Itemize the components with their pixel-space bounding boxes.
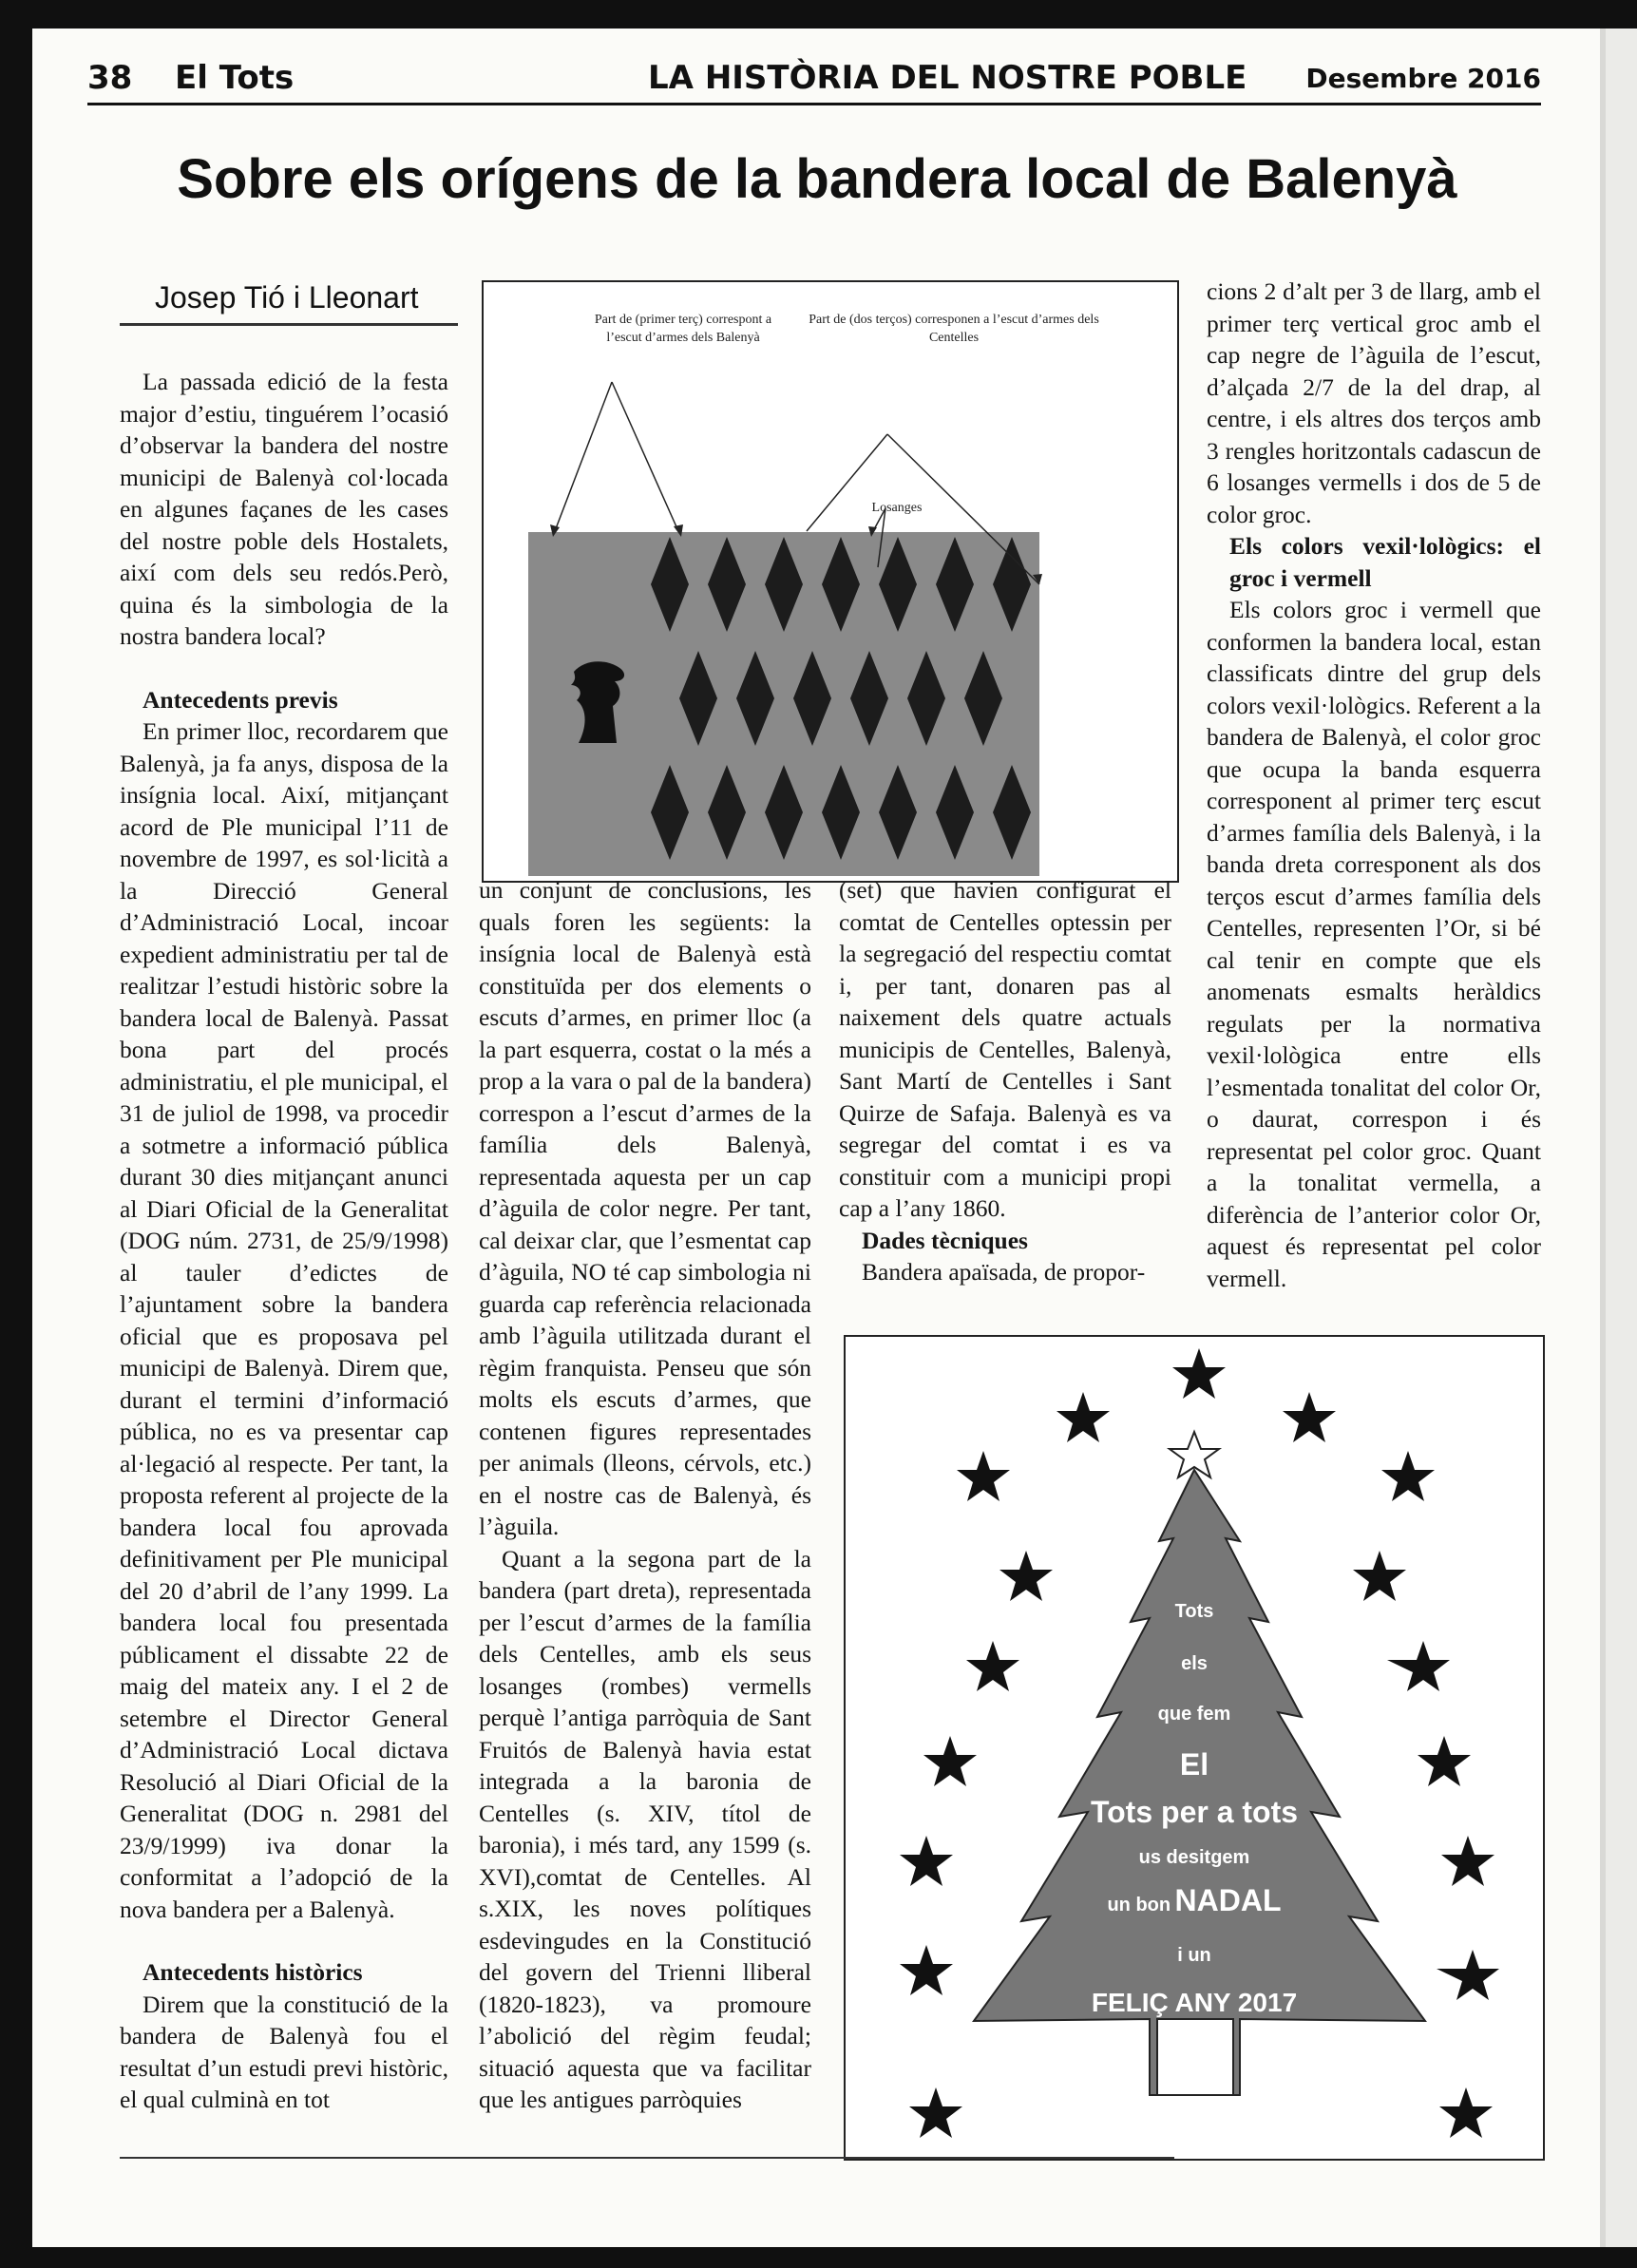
- text-column-2: [479, 874, 811, 2116]
- author-rule: [120, 323, 458, 326]
- bottom-rule: [120, 2157, 1174, 2159]
- text-column-3: [839, 874, 1171, 1288]
- greeting-un-bon: un bon: [1107, 1895, 1171, 1915]
- caption-left: Part de (primer terç) correspont a l’escut d’armes dels Balenyà: [594, 313, 772, 345]
- page-header: [87, 59, 1541, 103]
- heading-colors: Els colors vexil·lològics: el groc i vermell: [1229, 532, 1541, 592]
- greeting-line-7: [846, 1883, 1543, 1918]
- caption-right: Part de (dos terços) corresponen a l’escut d’armes dels Centelles: [809, 313, 1099, 345]
- star-icon: [1439, 2087, 1493, 2138]
- header-rule: [87, 103, 1541, 105]
- paragraph-col4-1: cions 2 d’alt per 3 de llarg, amb el primer terç vertical groc amb el cap negre de l’àguila de l’escut, d’alçada 2/7 de la del drap, al centre, i els altres dos terços amb 3 rengles horitzontals cadascun de 6 losanges vermells i dos de 5 de color groc.: [1207, 277, 1541, 528]
- paragraph-intro: La passada edició de la festa major d’estiu, tinguérem l’ocasió d’observar la bandera del nostre municipi de Balenyà col·locada en algunes façanes de les cases del nostre poble dels Hostalets, així com dels seu redós.Però, quina és la simbologia de la nostra bandera local?: [120, 368, 448, 650]
- greeting-nadal: NADAL: [1174, 1883, 1282, 1917]
- greeting-line-6: us desitgem: [1138, 1847, 1250, 1868]
- star-icon: [999, 1551, 1053, 1601]
- tree-trunk: [1157, 2019, 1233, 2095]
- heading-antecedents-historics: Antecedents històrics: [143, 1958, 363, 1986]
- issue-date: Desembre 2016: [1305, 63, 1541, 94]
- section-title: LA HISTÒRIA DEL NOSTRE POBLE: [648, 59, 1247, 97]
- greeting-line-3: que fem: [1157, 1704, 1231, 1725]
- star-icon: [1381, 1451, 1435, 1501]
- article-title: Sobre els orígens de la bandera local de Balenyà: [177, 148, 1457, 210]
- greeting-line-4: El: [1179, 1747, 1209, 1782]
- heading-dades-tecniques: Dades tècniques: [862, 1226, 1028, 1254]
- star-icon: [1353, 1551, 1406, 1601]
- heading-antecedents-previs: Antecedents previs: [143, 685, 338, 714]
- flag-diagram: [484, 282, 1177, 881]
- star-icon: [957, 1451, 1010, 1501]
- text-column-1: [120, 366, 448, 2116]
- christmas-greeting-box: [844, 1335, 1545, 2161]
- greeting-line-1: Tots: [1174, 1601, 1214, 1622]
- greeting-line-8: i un: [1177, 1945, 1211, 1966]
- star-icon: [1172, 1348, 1226, 1399]
- text-column-4: [1207, 276, 1541, 1294]
- page-number: 38: [87, 59, 133, 97]
- article-author: Josep Tió i Lleonart: [155, 280, 419, 314]
- next-page-edge-inner: [1606, 29, 1637, 2247]
- star-icon: [1283, 1392, 1336, 1442]
- star-icon: [1056, 1392, 1110, 1442]
- paragraph-col3-1: (set) que havien configurat el comtat de Centelles optessin per la segregació del respectiu comtat i, per tant, donaren pas al naixement dels quatre actuals municipis de Centelles, Balenyà, Sant Martí de Centelles i Sant Quirze de Safaja. Balenyà es va segregar del comtat i es va constituir com a municipi propi cap a l’any 1860.: [839, 876, 1171, 1222]
- star-icon: [909, 2087, 962, 2138]
- paragraph-dades-tecniques: Bandera apaïsada, de propor-: [862, 1258, 1146, 1286]
- flag-figure: [482, 280, 1179, 883]
- paragraph-col4-2: Els colors groc i vermell que conformen la bandera local, estan classificats dintre del grup dels colors vexil·lològics. Referent a la bandera de Balenyà, el color groc que ocupa la banda esquerra corresponent al primer terç escut d’armes família dels Balenyà, i la banda dreta corresponent als dos terços escut d’armes família dels Centelles, representen l’Or, si bé cal tenir en compte que els anomenats esmalts heràldics regulats per la normativa vexil·lològica entre ells l’esmentada tonalitat del color Or, o daurat, correspon i és representat pel color groc. Quant a la tonalitat vermella, a diferència de l’anterior color Or, aquest és representat pel color vermell.: [1207, 596, 1541, 1292]
- greeting-line-2: els: [1181, 1653, 1208, 1674]
- paragraph-col2-2: Quant a la segona part de la bandera (part dreta), representada per l’escut d’armes de la família dels Centelles, amb els seus losanges (rombes) vermells perquè l’antiga parròquia de Sant Fruitós de Balenyà havia estat integrada a la baronia de Centelles (s. XIV, títol de baronia), i més tard, any 1599 (s. XVI),comtat de Centelles. Al s.XIX, les noves polítiques esdevingudes en la Constitució del govern del Trienni lliberal (1820-1823), va promoure l’abolició del règim feudal; situació aquesta que va facilitar que les antigues parròquies: [479, 1544, 811, 2113]
- label-losanges: Losanges: [871, 501, 923, 515]
- greeting-line-9: FELIÇ ANY 2017: [1091, 1988, 1298, 2017]
- magazine-name: El Tots: [175, 59, 295, 97]
- greeting-line-5: Tots per a tots: [1090, 1795, 1299, 1829]
- paragraph-antecedents-previs: En primer lloc, recordarem que Balenyà, ja fa anys, disposa de la insígnia local. Així, mitjançant acord de Ple municipal l’11 de novembre de 1997, es sol·licità a la Direcció General d’Administració Local, incoar expedient administratiu per tal de realitzar l’estudi històric sobre la bandera local de Balenyà. Passat bona part del procés administratiu, el ple municipal, el 31 de juliol de 1998, va procedir a sotmetre a informació pública durant 30 dies mitjançant anunci al Diari Oficial de la Generalitat (DOG núm. 2731, de 25/9/1998) al tauler d’edictes de l’ajuntament sobre la bandera oficial que es proposava pel municipi de Balenyà. Direm que, durant el termini d’informació pública, no es va presentar cap al·legació al respecte. Per tant, la proposta referent al projecte de la bandera local fou aprovada definitivament per Ple municipal del 20 d’abril de l’any 1999. La bandera local fou presentada públicament el dissabte 22 de maig del mateix any. I el 2 de setembre el Director General d’Administració Local dictava Resolució al Diari Oficial de la Generalitat (DOG n. 2981 del 23/9/1999) iva donar la conformitat a l’adopció de la nova bandera per a Balenyà.: [120, 717, 448, 1923]
- paragraph-col2-1: un conjunt de conclusions, les quals foren les següents: la insígnia local de Balenyà està constituïda per dos elements o escuts d’armes, en primer lloc (a la part esquerra, costat o la més a prop a la vara o pal de la bandera) correspon a l’escut d’armes de la família dels Balenyà, representada aquesta per un cap d’àguila de color negre. Per tant, cal deixar clar, que l’esmentat cap d’àguila, NO té cap simbologia ni guarda cap referència relacionada amb l’àguila utilitzada durant el règim franquista. Penseu que són molts els escuts d’armes, que contenen figures representades per animals (lleons, cérvols, etc.) en el nostre cas de Balenyà, és l’àguila.: [479, 876, 811, 1540]
- paragraph-antecedents-historics: Direm que la constitució de la bandera de Balenyà fou el resultat d’un estudi previ històric, el qual culminà en tot: [120, 1990, 448, 2113]
